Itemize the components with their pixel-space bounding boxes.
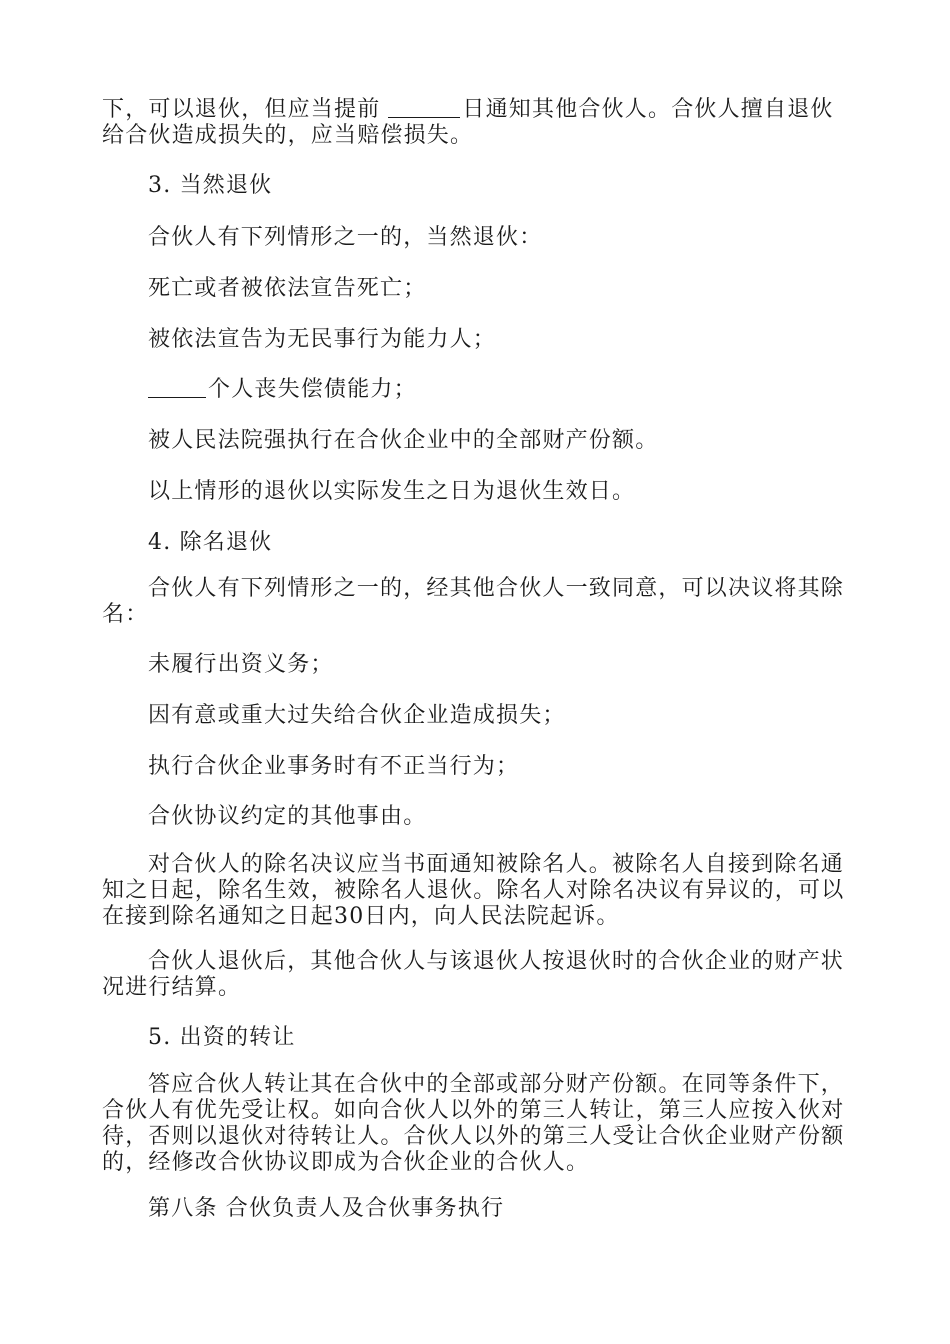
list-item: 执行合伙企业事务时有不正当行为； xyxy=(148,754,520,779)
section-heading-expulsion: 4. 除名退伙 xyxy=(148,530,273,555)
text-run: 个人丧失偿债能力； xyxy=(208,377,417,402)
list-item: 被人民法院强执行在合伙企业中的全部财产份额。 xyxy=(148,428,659,453)
paragraph-expulsion-notice: 对合伙人的除名决议应当书面通知被除名人。被除名人自接到除名通知之日起，除名生效，被除名人退伙。除名人对除名决议有异议的，可以在接到除名通知之日起30日内，向人民法院起诉。 xyxy=(102,852,845,929)
fill-in-blank xyxy=(388,97,460,118)
fill-in-blank xyxy=(148,377,206,398)
text-run: 下，可以退伙，但应当提前 xyxy=(102,97,381,122)
article-heading-8: 第八条 合伙负责人及合伙事务执行 xyxy=(148,1196,505,1221)
section-heading-transfer: 5. 出资的转让 xyxy=(148,1025,296,1050)
paragraph-natural-end: 以上情形的退伙以实际发生之日为退伙生效日。 xyxy=(148,479,636,504)
list-item: 合伙协议约定的其他事由。 xyxy=(148,804,427,829)
list-item: 因有意或重大过失给合伙企业造成损失； xyxy=(148,703,566,728)
list-item: 死亡或者被依法宣告死亡； xyxy=(148,276,427,301)
section-heading-natural-withdrawal: 3. 当然退伙 xyxy=(148,173,273,198)
paragraph-settlement: 合伙人退伙后，其他合伙人与该退伙人按退伙时的合伙企业的财产状况进行结算。 xyxy=(102,949,845,1000)
list-item: 未履行出资义务； xyxy=(148,652,334,677)
list-item xyxy=(148,377,852,403)
list-item: 被依法宣告为无民事行为能力人； xyxy=(148,327,497,352)
paragraph-expulsion-intro: 合伙人有下列情形之一的，经其他合伙人一致同意，可以决议将其除名： xyxy=(102,576,845,627)
paragraph-withdrawal-notice xyxy=(102,97,852,149)
text-run: 日通知其他合伙人。合伙人擅自退伙给合伙造成损失的，应当赔偿损失。 xyxy=(102,97,834,148)
paragraph-natural-intro: 合伙人有下列情形之一的，当然退伙： xyxy=(148,225,543,250)
paragraph-transfer: 答应合伙人转让其在合伙中的全部或部分财产份额。在同等条件下，合伙人有优先受让权。如向合伙人以外的第三人转让，第三人应按入伙对待，否则以退伙对待转让人。合伙人以外的第三人受让合伙企业财产份额的，经修改合伙协议即成为合伙企业的合伙人。 xyxy=(102,1072,845,1175)
